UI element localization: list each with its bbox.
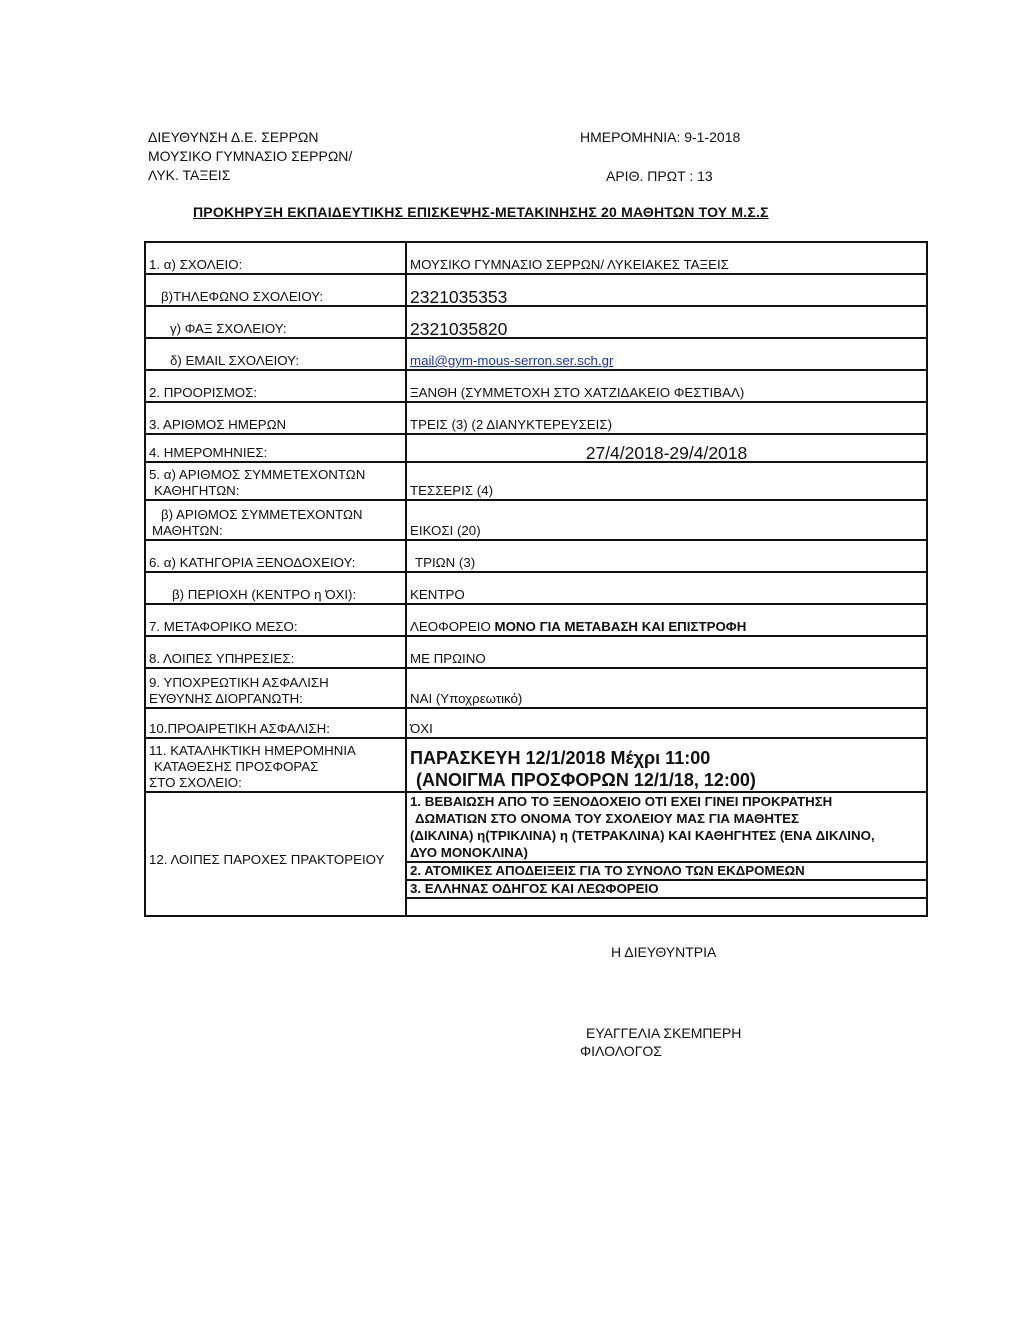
phone-value: 2321035353: [406, 274, 927, 306]
transport-label: 7. ΜΕΤΑΦΟΡΙΚΟ ΜΕΣΟ:: [145, 604, 406, 636]
transport-value: [406, 604, 927, 636]
other-services-value: [406, 792, 927, 916]
teachers-value: ΤΕΣΣΕΡΙΣ (4): [406, 462, 927, 500]
table-row: [145, 338, 927, 370]
signature-name: ΕΥΑΓΓΕΛΙΑ ΣΚΕΜΠΕΡΗ: [586, 1025, 742, 1041]
table-row: [145, 462, 927, 500]
email-cell: [406, 338, 927, 370]
teachers-label: [145, 462, 406, 500]
fax-value: 2321035820: [406, 306, 927, 338]
services-label: 8. ΛΟΙΠΕΣ ΥΠΗΡΕΣΙΕΣ:: [145, 636, 406, 668]
other-services-empty-row: [407, 899, 926, 915]
insurance-label-line-2: ΕΥΘΥΝΗΣ ΔΙΟΡΓΑΝΩΤΗ:: [149, 691, 303, 706]
other-services-label: 12. ΛΟΙΠΕΣ ΠΑΡΟΧΕΣ ΠΡΑΚΤΟΡΕΙΟΥ: [145, 792, 406, 916]
sender-block: [148, 128, 352, 185]
phone-label: β)ΤΗΛΕΦΩΝΟ ΣΧΟΛΕΙΟΥ:: [145, 274, 406, 306]
hotel-value: ΤΡΙΩΝ (3): [406, 540, 927, 572]
deadline-label-line-2: ΚΑΤΑΘΕΣΗΣ ΠΡΟΣΦΟΡΑΣ: [154, 759, 319, 774]
table-row: [145, 636, 927, 668]
document-title: ΠΡΟΚΗΡΥΞΗ ΕΚΠΑΙΔΕΥΤΙΚΗΣ ΕΠΙΣΚΕΨΗΣ-ΜΕΤΑΚΙΝΗΣΗΣ 20 ΜΑΘΗΤΩΝ ΤΟΥ Μ.Σ.Σ: [193, 204, 769, 220]
table-row: [145, 274, 927, 306]
table-row: [145, 604, 927, 636]
protocol-number: ΑΡΙΘ. ΠΡΩΤ : 13: [606, 168, 713, 184]
destination-label: 2. ΠΡΟΟΡΙΣΜΟΣ:: [145, 370, 406, 402]
deadline-value-line-1: ΠΑΡΑΣΚΕΥΗ 12/1/2018 Μέχρι 11:00: [410, 748, 711, 768]
days-value: ΤΡΕΙΣ (3) (2 ΔΙΑΝΥΚΤΕΡΕΥΣΕΙΣ): [406, 402, 927, 434]
deadline-value-line-2: (ΑΝΟΙΓΜΑ ΠΡΟΣΦΟΡΩΝ 12/1/18, 12:00): [416, 770, 756, 790]
table-row: [145, 540, 927, 572]
table-row: [145, 500, 927, 540]
destination-value: ΞΑΝΘΗ (ΣΥΜΜΕΤΟΧΗ ΣΤΟ ΧΑΤΖΙΔΑΚΕΙΟ ΦΕΣΤΙΒΑΛ): [406, 370, 927, 402]
days-label: 3. ΑΡΙΘΜΟΣ ΗΜΕΡΩΝ: [145, 402, 406, 434]
insurance-value: ΝΑΙ (Υποχρεωτικό): [406, 668, 927, 708]
school-label: 1. α) ΣΧΟΛΕΙΟ:: [145, 242, 406, 274]
sender-line-3: ΛΥΚ. ΤΑΞΕΙΣ: [148, 167, 231, 183]
optional-insurance-label: 10.ΠΡΟΑΙΡΕΤΙΚΗ ΑΣΦΑΛΙΣΗ:: [145, 708, 406, 738]
table-row: [145, 738, 927, 792]
students-label-line-1: β) ΑΡΙΘΜΟΣ ΣΥΜΜΕΤΕΧΟΝΤΩΝ: [161, 507, 363, 522]
table-row: [145, 434, 927, 462]
table-row: [145, 572, 927, 604]
students-label-line-2: ΜΑΘΗΤΩΝ:: [152, 523, 223, 538]
sender-line-1: ΔΙΕΥΘΥΝΣΗ Δ.Ε. ΣΕΡΡΩΝ: [148, 129, 319, 145]
deadline-value: [406, 738, 927, 792]
teachers-label-line-1: 5. α) ΑΡΙΘΜΟΣ ΣΥΜΜΕΤΕΧΟΝΤΩΝ: [149, 467, 366, 482]
fax-label: γ) ΦΑΞ ΣΧΟΛΕΙΟΥ:: [145, 306, 406, 338]
deadline-label-line-3: ΣΤΟ ΣΧΟΛΕΙΟ:: [149, 775, 242, 790]
other-services-item-1-line-3: (ΔΙΚΛΙΝΑ) η(ΤΡΙΚΛΙΝΑ) η (ΤΕΤΡΑΚΛΙΝΑ) ΚΑΙ ΚΑΘΗΓΗΤΕΣ (ΕΝΑ ΔΙΚΛΙΝΟ,: [410, 828, 875, 843]
table-row: [145, 708, 927, 738]
details-table: [144, 241, 928, 917]
students-label: [145, 500, 406, 540]
document-date: ΗΜΕΡΟΜΗΝΙΑ: 9-1-2018: [580, 129, 741, 145]
table-row: [145, 668, 927, 708]
table-row: [145, 242, 927, 274]
other-services-item-3: 3. ΕΛΛΗΝΑΣ ΟΔΗΓΟΣ ΚΑΙ ΛΕΩΦΟΡΕΙΟ: [407, 881, 926, 899]
students-value: ΕΙΚΟΣΙ (20): [406, 500, 927, 540]
table-row: [145, 306, 927, 338]
hotel-label: 6. α) ΚΑΤΗΓΟΡΙΑ ΞΕΝΟΔΟΧΕΙΟΥ:: [145, 540, 406, 572]
teachers-label-line-2: ΚΑΘΗΓΗΤΩΝ:: [154, 483, 240, 498]
services-value: ΜΕ ΠΡΩΙΝΟ: [406, 636, 927, 668]
sender-line-2: ΜΟΥΣΙΚΟ ΓΥΜΝΑΣΙΟ ΣΕΡΡΩΝ/: [148, 148, 353, 164]
signature-role: ΦΙΛΟΛΟΓΟΣ: [580, 1043, 662, 1059]
transport-value-vehicle: ΛΕΟΦΟΡΕΙΟ: [410, 619, 495, 634]
transport-value-note: ΜΟΝΟ ΓΙΑ ΜΕΤΑΒΑΣΗ ΚΑΙ ΕΠΙΣΤΡΟΦΗ: [494, 619, 747, 634]
other-services-item-2: 2. ΑΤΟΜΙΚΕΣ ΑΠΟΔΕΙΞΕΙΣ ΓΙΑ ΤΟ ΣΥΝΟΛΟ ΤΩΝ ΕΚΔΡΟΜΕΩΝ: [407, 863, 926, 881]
dates-label: 4. ΗΜΕΡΟΜΗΝΙΕΣ:: [145, 434, 406, 462]
deadline-label: [145, 738, 406, 792]
table-row: [145, 402, 927, 434]
email-link[interactable]: mail@gym-mous-serron.ser.sch.gr: [410, 353, 614, 368]
table-row: [145, 370, 927, 402]
optional-insurance-value: ΌΧΙ: [406, 708, 927, 738]
email-label: δ) EMAIL ΣΧΟΛΕΙΟΥ:: [145, 338, 406, 370]
other-services-item-1: [407, 793, 926, 863]
area-value: ΚΕΝΤΡΟ: [406, 572, 927, 604]
table-row: [145, 792, 927, 916]
other-services-item-1-line-2: ΔΩΜΑΤΙΩΝ ΣΤΟ ΟΝΟΜΑ ΤΟΥ ΣΧΟΛΕΙΟΥ ΜΑΣ ΓΙΑ ΜΑΘΗΤΕΣ: [415, 811, 799, 826]
deadline-label-line-1: 11. ΚΑΤΑΛΗΚΤΙΚΗ ΗΜΕΡΟΜΗΝΙΑ: [149, 743, 356, 758]
area-label: β) ΠΕΡΙΟΧΗ (ΚΕΝΤΡΟ η ΌΧΙ):: [145, 572, 406, 604]
other-services-item-1-line-4: ΔΥΟ ΜΟΝΟΚΛΙΝΑ): [410, 845, 528, 860]
school-value: ΜΟΥΣΙΚΟ ΓΥΜΝΑΣΙΟ ΣΕΡΡΩΝ/ ΛΥΚΕΙΑΚΕΣ ΤΑΞΕΙΣ: [406, 242, 927, 274]
insurance-label-line-1: 9. ΥΠΟΧΡΕΩΤΙΚΗ ΑΣΦΑΛΙΣΗ: [149, 675, 329, 690]
other-services-item-1-line-1: 1. ΒΕΒΑΙΩΣΗ ΑΠΟ ΤΟ ΞΕΝΟΔΟΧΕΙΟ ΟΤΙ ΕΧΕΙ ΓΙΝΕΙ ΠΡΟΚΡΑΤΗΣΗ: [410, 794, 833, 809]
dates-value: 27/4/2018-29/4/2018: [406, 434, 927, 462]
insurance-label: [145, 668, 406, 708]
signature-title: Η ΔΙΕΥΘΥΝΤΡΙΑ: [611, 944, 717, 960]
